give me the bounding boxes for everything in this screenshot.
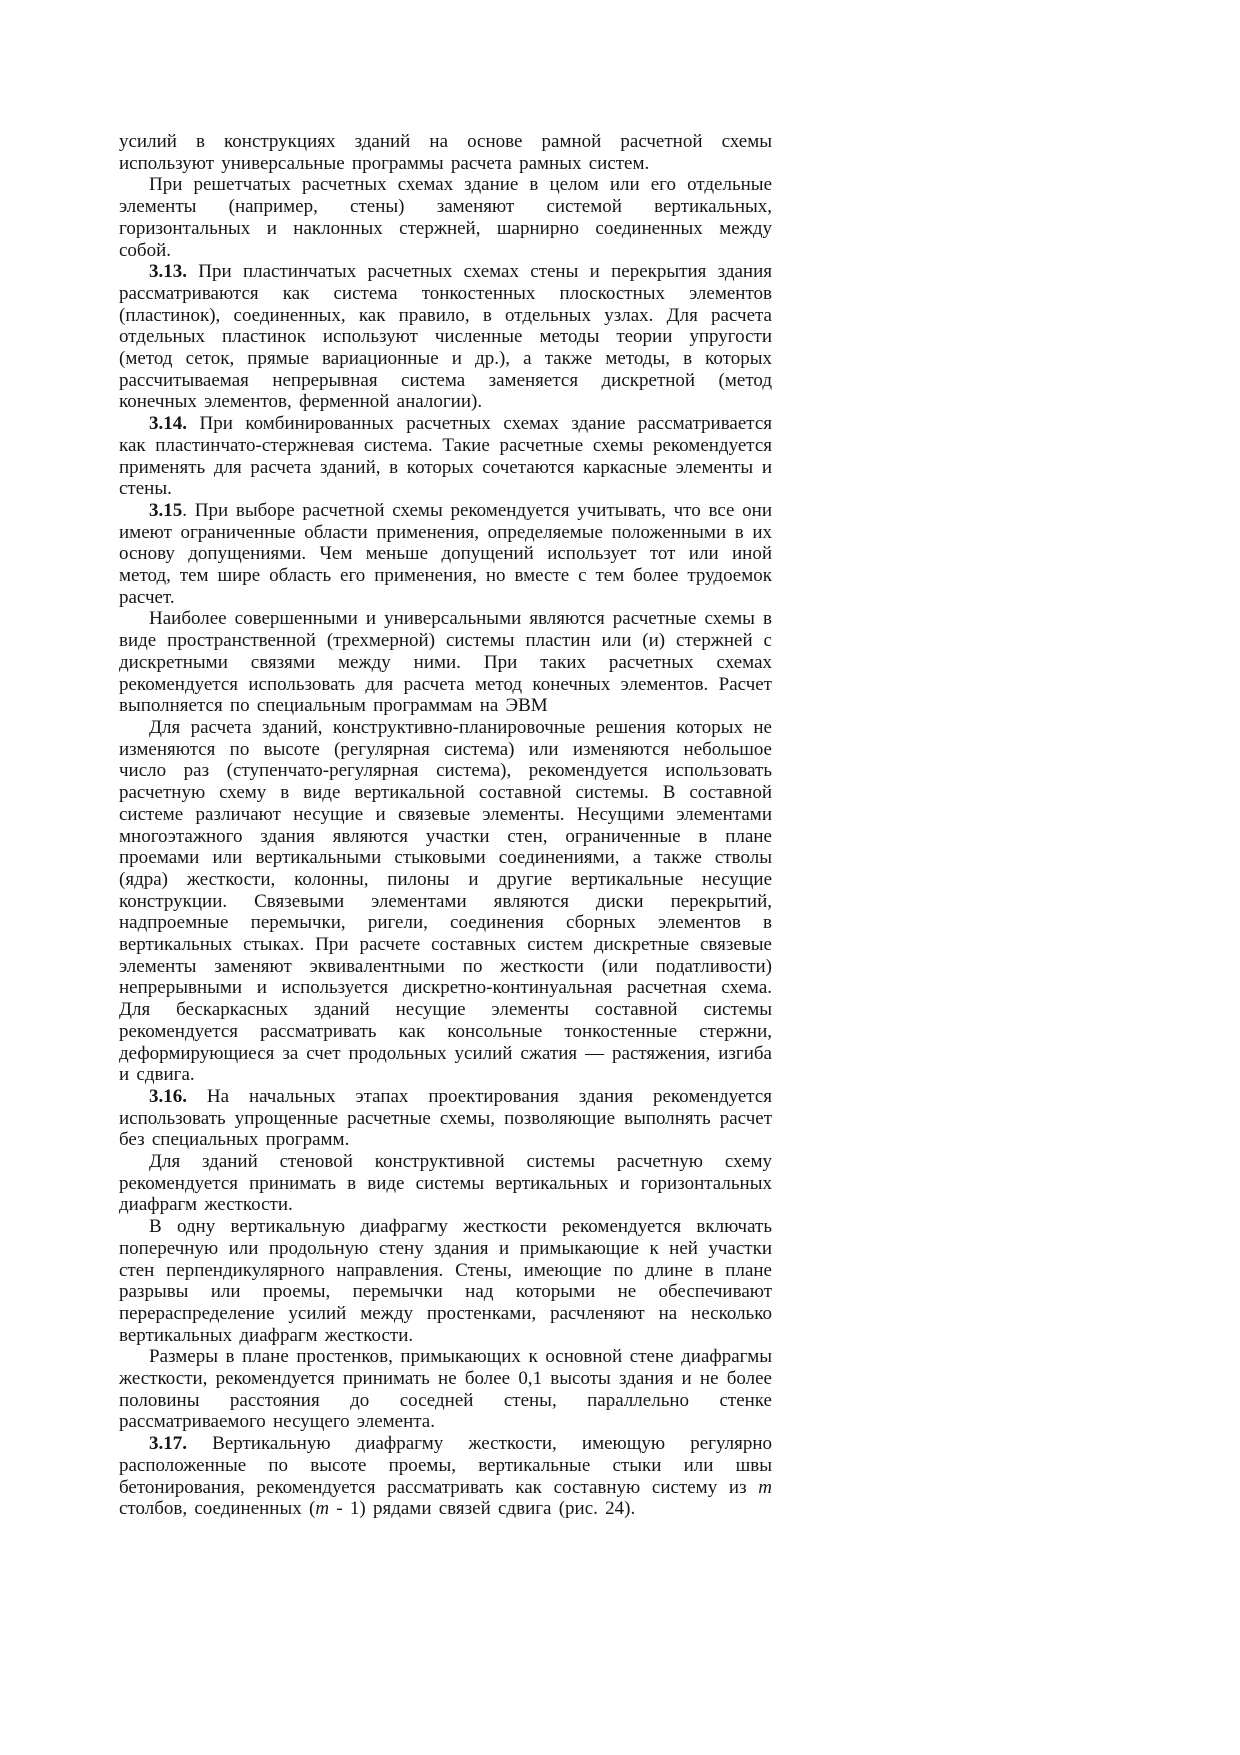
paragraph-advanced-schemes	[119, 608, 772, 717]
paragraph-text: Вертикальную диафрагму жесткости, имеющую регулярно расположенные по высоте проемы, вертикальные стыки или швы бетонирования, рекомендуется рассматривать как составную систему из	[119, 1433, 772, 1498]
paragraph-text: . При выборе расчетной схемы рекомендуется учитывать, что все они имеют ограниченные области применения, определяемые положенными в их основу допущениями. Чем меньше допущений использует тот или иной метод, тем шире область его применения, но вместе с тем более трудоемок расчет.	[119, 499, 772, 608]
section-number-3-15: 3.15	[149, 499, 183, 521]
paragraph-3-14	[119, 413, 772, 500]
paragraph-3-17	[119, 1433, 772, 1520]
paragraph-lattice-schemes	[119, 174, 772, 261]
section-number-3-13: 3.13.	[149, 261, 187, 283]
paragraph-continuation	[119, 131, 772, 174]
paragraph-3-16	[119, 1086, 772, 1151]
section-number-3-14: 3.14.	[149, 413, 187, 435]
paragraph-wall-system	[119, 1151, 772, 1216]
section-number-3-16: 3.16.	[149, 1085, 187, 1107]
paragraph-text: Для зданий стеновой конструктивной системы расчетную схему рекомендуется принимать в виде системы вертикальных и горизонтальных диафрагм жесткости.	[119, 1151, 772, 1216]
paragraph-composite-system	[119, 717, 772, 1086]
paragraph-text: - 1) рядами связей сдвига (рис. 24).	[329, 1498, 636, 1520]
paragraph-text: Наиболее совершенными и универсальными являются расчетные схемы в виде пространственной (трехмерной) системы пластин или (и) стержней с дискретными связями между ними. При таких расчетных схемах рекомендуется использовать для расчета метод конечных элементов. Расчет выполняется по специальным программам на ЭВМ	[119, 608, 772, 717]
paragraph-pier-sizes	[119, 1346, 772, 1433]
paragraph-text: В одну вертикальную диафрагму жесткости рекомендуется включать поперечную или продольную стену здания и примыкающие к ней участки стен перпендикулярного направления. Стены, имеющие по длине в плане разрывы или проемы, перемычки над которыми не обеспечивают перераспределение усилий между простенками, расчленяют на несколько вертикальных диафрагм жесткости.	[119, 1216, 772, 1346]
paragraph-text: При решетчатых расчетных схемах здание в целом или его отдельные элементы (например, стены) заменяют системой вертикальных, горизонтальных и наклонных стержней, шарнирно соединенных между собой.	[119, 174, 772, 261]
section-number-3-17: 3.17.	[149, 1433, 187, 1455]
paragraph-text: При пластинчатых расчетных схемах стены и перекрытия здания рассматриваются как система тонкостенных плоскостных элементов (пластинок), соединенных, как правило, в отдельных узлах. Для расчета отдельных пластинок используют численные методы теории упругости (метод сеток, прямые вариационные и др.), а также методы, в которых рассчитываемая непрерывная система заменяется дискретной (метод конечных элементов, ферменной аналогии).	[119, 261, 772, 413]
paragraph-text: столбов, соединенных (	[119, 1498, 316, 1520]
variable-m: m	[315, 1498, 330, 1520]
paragraph-vertical-diaphragm	[119, 1216, 772, 1346]
paragraph-text: Размеры в плане простенков, примыкающих к основной стене диафрагмы жесткости, рекомендуется принимать не более 0,1 высоты здания и не более половины расстояния до соседней стены, параллельно стенке рассматриваемого несущего элемента.	[119, 1346, 772, 1433]
paragraph-text: Для расчета зданий, конструктивно-планировочные решения которых не изменяются по высоте (регулярная система) или изменяются небольшое число раз (ступенчато-регулярная система), рекомендуется использовать расчетную схему в виде вертикальной составной системы. В составной системе различают несущие и связевые элементы. Несущими элементами многоэтажного здания являются участки стен, ограниченные в плане проемами или вертикальными стыковыми соединениями, а также стволы (ядра) жесткости, колонны, пилоны и другие вертикальные несущие конструкции. Связевыми элементами являются диски перекрытий, надпроемные перемычки, ригели, соединения сборных элементов в вертикальных стыках. При расчете составных систем дискретные связевые элементы заменяют эквивалентными по жесткости (или податливости) непрерывными и используется дискретно-континуальная расчетная схема. Для бескаркасных зданий несущие элементы составной системы рекомендуется рассматривать как консольные тонкостенные стержни, деформирующиеся за счет продольных усилий сжатия — растяжения, изгиба и сдвига.	[119, 716, 772, 1086]
paragraph-text: При комбинированных расчетных схемах здание рассматривается как пластинчато-стержневая система. Такие расчетные схемы рекомендуется применять для расчета зданий, в которых сочетаются каркасные элементы и стены.	[119, 413, 772, 500]
paragraph-text: усилий в конструкциях зданий на основе рамной расчетной схемы используют универсальные программы расчета рамных систем.	[119, 131, 772, 174]
variable-m: m	[758, 1476, 772, 1498]
paragraph-3-15	[119, 500, 772, 609]
paragraph-text: На начальных этапах проектирования здания рекомендуется использовать упрощенные расчетные схемы, позволяющие выполнять расчет без специальных программ.	[119, 1085, 772, 1151]
paragraph-3-13	[119, 261, 772, 413]
text-column	[119, 131, 772, 1520]
